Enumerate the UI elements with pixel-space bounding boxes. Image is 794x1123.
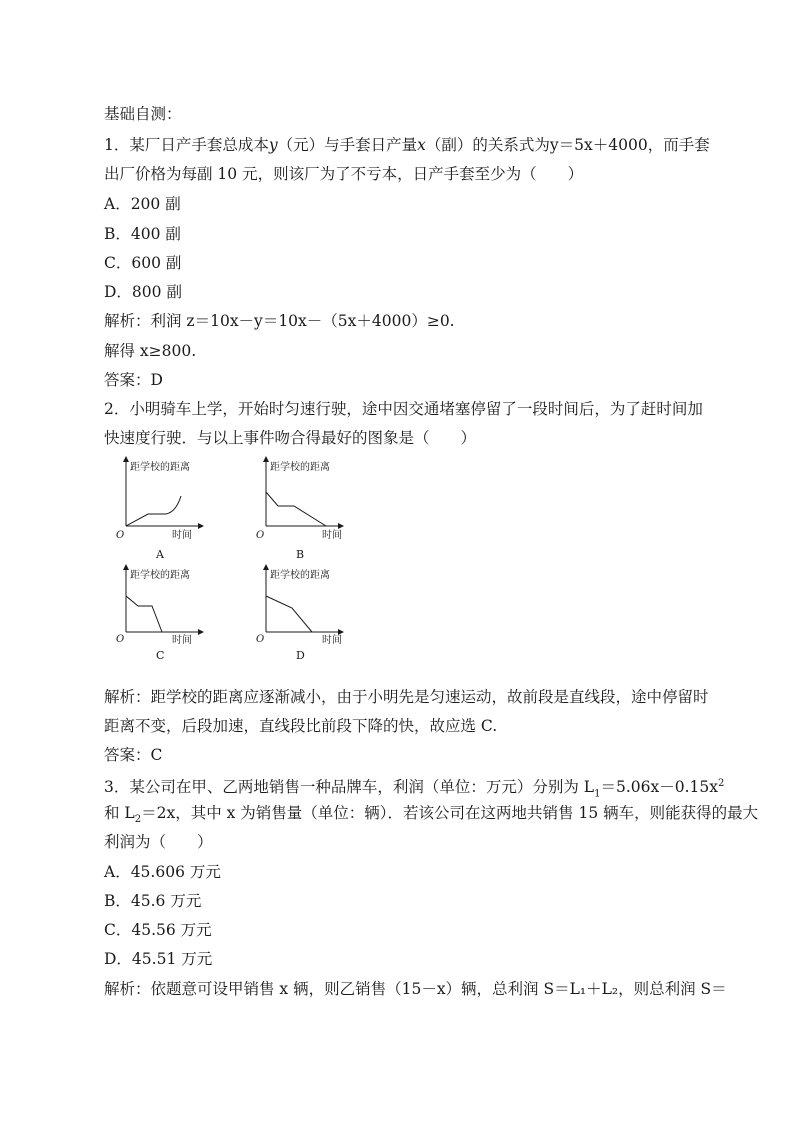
q2-analysis-line2: 距离不变，后段加速，直线段比前段下降的快，故应选 C. (104, 717, 498, 735)
graph-caption: B (296, 548, 305, 561)
q3-stem-line3: 利润为（ ） (104, 833, 213, 851)
y-axis-label: 距学校的距离 (130, 570, 190, 581)
q1-answer: 答案：D (104, 371, 163, 389)
graph-d (246, 566, 346, 666)
graph-b (246, 458, 346, 566)
graph-a (106, 458, 206, 566)
q1-analysis: 解析：利润 z＝10x－y＝10x－（5x＋4000）≥0. (104, 312, 455, 330)
x-axis-arrow (198, 629, 204, 635)
section-title: 基础自测： (104, 105, 182, 123)
q1-solve: 解得 x≥800. (104, 342, 197, 360)
x-axis-arrow (198, 523, 204, 529)
q1-option-c: C．600 副 (104, 254, 182, 272)
q1-option-b: B．400 副 (104, 225, 181, 243)
y-axis-label: 距学校的距离 (270, 570, 330, 581)
q2-stem-line2: 快速度行驶．与以上事件吻合得最好的图象是（ ） (104, 429, 477, 447)
q1-option-a: A．200 副 (104, 195, 181, 213)
q1-option-d: D．800 副 (104, 283, 182, 301)
q3-stem-line2: 和 $L_2=2x$，其中 x 为销售量（单位：辆）．若该公司在这两地共销售 15 辆车，则能获得的最大 (104, 804, 759, 826)
q3-option-c: C．45.56 万元 (104, 921, 212, 939)
q3-option-d: D．45.51 万元 (104, 950, 213, 968)
q1-stem-line2: 出厂价格为每副 10 元，则该厂为了不亏本，日产手套至少为（ ） (104, 165, 584, 183)
q3-stem-line1: 3．某公司在甲、乙两地销售一种品牌车，利润（单位：万元）分别为 $L_1=5.06x-0.15x^2$ (104, 778, 725, 800)
origin-label: O (116, 634, 125, 645)
origin-label: O (256, 634, 265, 645)
origin-label: O (116, 530, 125, 541)
y-axis-label: 距学校的距离 (130, 462, 190, 473)
x-axis-label: 时间 (172, 530, 192, 541)
x-axis-label: 时间 (322, 635, 342, 646)
q3-analysis: 解析：依题意可设甲销售 x 辆，则乙销售（15－x）辆，总利润 S＝L₁＋L₂，则总利润 S＝ (104, 980, 727, 998)
q3-option-b: B．45.6 万元 (104, 892, 202, 910)
y-axis-arrow (123, 456, 129, 462)
q1-stem-line1: 1．某厂日产手套总成本y（元）与手套日产量x（副）的关系式为y＝5x＋4000，而手套 (104, 136, 710, 154)
x-axis-arrow (338, 523, 344, 529)
graph-c (106, 566, 206, 666)
x-axis-label: 时间 (322, 530, 342, 541)
graph-curve (126, 496, 181, 526)
y-axis-label: 距学校的距离 (270, 462, 330, 473)
graph-caption: C (156, 649, 165, 662)
q3-option-a: A．45.606 万元 (104, 863, 221, 881)
graph-caption: A (156, 548, 164, 561)
y-axis-arrow (263, 456, 269, 462)
graph-curve (126, 596, 162, 632)
q2-stem-line1: 2．小明骑车上学，开始时匀速行驶，途中因交通堵塞停留了一段时间后，为了赶时间加 (104, 400, 703, 418)
q2-answer: 答案：C (104, 746, 163, 764)
x-axis-label: 时间 (172, 635, 192, 646)
graph-curve (266, 492, 326, 526)
q2-analysis-line1: 解析：距学校的距离应逐渐减小，由于小明先是匀速运动，故前段是直线段，途中停留时 (104, 688, 709, 706)
origin-label: O (256, 530, 265, 541)
graph-curve (266, 596, 312, 632)
graph-caption: D (296, 649, 305, 662)
